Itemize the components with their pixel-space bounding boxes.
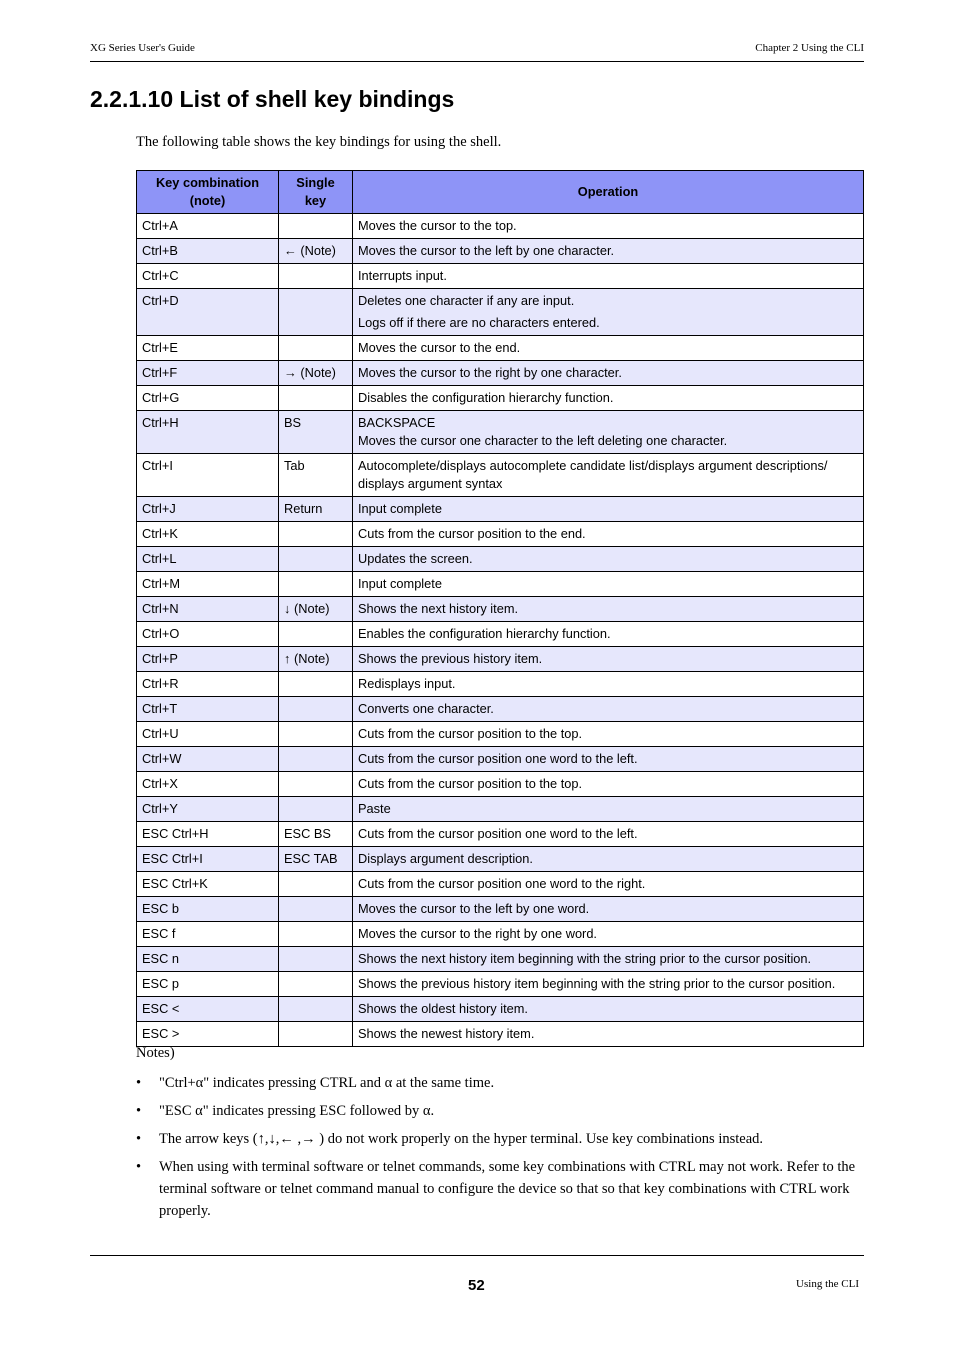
key-combination-cell: Ctrl+D xyxy=(137,289,279,336)
bullet-icon: • xyxy=(136,1131,142,1147)
operation-text: Interrupts input. xyxy=(358,268,447,283)
key-combination-cell: Ctrl+C xyxy=(137,264,279,289)
section-title: 2.2.1.10 List of shell key bindings xyxy=(90,86,455,112)
operation-cell xyxy=(353,386,864,411)
table-row xyxy=(137,597,864,622)
single-key-cell: Return xyxy=(279,497,353,522)
operation-cell xyxy=(353,336,864,361)
single-key-cell: ESC TAB xyxy=(279,847,353,872)
column-header-operation: Operation xyxy=(353,171,864,214)
operation-text: Moves the cursor to the left by one word. xyxy=(358,901,590,916)
single-key-cell: Tab xyxy=(279,454,353,497)
key-combination-cell: ESC b xyxy=(137,897,279,922)
table-row xyxy=(137,547,864,572)
operation-text: Moves the cursor to the right by one character. xyxy=(358,365,622,380)
operation-cell xyxy=(353,411,864,454)
table-row xyxy=(137,897,864,922)
operation-cell xyxy=(353,454,864,497)
page-header xyxy=(90,42,864,62)
single-key-cell xyxy=(279,972,353,997)
key-combination-cell: ESC > xyxy=(137,1022,279,1047)
operation-cell xyxy=(353,264,864,289)
operation-text: Shows the next history item. xyxy=(358,601,519,616)
operation-text: Shows the previous history item beginning with the string prior to the cursor position. xyxy=(358,976,836,991)
key-bindings-table xyxy=(136,170,864,1047)
key-combination-cell: ESC n xyxy=(137,947,279,972)
operation-cell xyxy=(353,647,864,672)
key-combination-cell: Ctrl+Y xyxy=(137,797,279,822)
single-key-cell xyxy=(279,672,353,697)
single-key-cell xyxy=(279,922,353,947)
operation-text: Autocomplete/displays autocomplete candidate list/displays argument descriptions/ displays argument syntax xyxy=(358,458,828,491)
single-key-cell: ↑ (Note) xyxy=(279,647,353,672)
operation-cell xyxy=(353,547,864,572)
table-row xyxy=(137,847,864,872)
table-body xyxy=(137,214,864,1047)
notes-title: Notes) xyxy=(136,1045,175,1061)
operation-text: Moves the cursor to the end. xyxy=(358,340,521,355)
operation-cell xyxy=(353,747,864,772)
column-header-key-combination-line1: Key combination xyxy=(155,175,260,190)
header-chapter: Chapter 2 Using the CLI xyxy=(755,42,864,54)
key-combination-cell: Ctrl+H xyxy=(137,411,279,454)
single-key-cell xyxy=(279,289,353,336)
operation-cell xyxy=(353,722,864,747)
table-row xyxy=(137,997,864,1022)
operation-text: Paste xyxy=(358,801,391,816)
intro-paragraph: The following table shows the key bindings for using the shell. xyxy=(136,134,502,150)
key-combination-cell: ESC Ctrl+I xyxy=(137,847,279,872)
operation-cell xyxy=(353,622,864,647)
table-row xyxy=(137,972,864,997)
note-item xyxy=(136,1072,864,1094)
single-key-cell xyxy=(279,872,353,897)
operation-text: Shows the newest history item. xyxy=(358,1026,535,1041)
single-key-cell: ↓ (Note) xyxy=(279,597,353,622)
operation-text: Displays argument description. xyxy=(358,851,533,866)
footer-divider xyxy=(90,1255,864,1256)
operation-text: Moves the cursor to the left by one character. xyxy=(358,243,615,258)
single-key-cell xyxy=(279,572,353,597)
operation-text: Cuts from the cursor position to the end. xyxy=(358,526,586,541)
operation-text-line2: Moves the cursor one character to the left deleting one character. xyxy=(358,433,728,448)
page-number: 52 xyxy=(468,1277,485,1294)
operation-cell xyxy=(353,1022,864,1047)
key-combination-cell: Ctrl+N xyxy=(137,597,279,622)
table-row xyxy=(137,697,864,722)
operation-cell xyxy=(353,897,864,922)
bullet-icon: • xyxy=(136,1103,142,1119)
operation-cell xyxy=(353,597,864,622)
table-row xyxy=(137,522,864,547)
bullet-icon: • xyxy=(136,1159,142,1175)
single-key-cell xyxy=(279,547,353,572)
operation-cell xyxy=(353,239,864,264)
note-item xyxy=(136,1156,864,1222)
note-item xyxy=(136,1128,864,1150)
operation-cell xyxy=(353,822,864,847)
table-row xyxy=(137,647,864,672)
table-row xyxy=(137,822,864,847)
key-combination-cell: Ctrl+E xyxy=(137,336,279,361)
operation-cell xyxy=(353,522,864,547)
key-combination-cell: Ctrl+L xyxy=(137,547,279,572)
single-key-cell xyxy=(279,947,353,972)
table-row xyxy=(137,722,864,747)
operation-cell xyxy=(353,972,864,997)
note-text: "ESC α" indicates pressing ESC followed by α. xyxy=(159,1103,435,1119)
single-key-cell xyxy=(279,897,353,922)
column-header-key-combination xyxy=(137,171,279,214)
operation-text: BACKSPACE xyxy=(358,415,436,430)
operation-text: Cuts from the cursor position one word to the left. xyxy=(358,751,638,766)
table-row xyxy=(137,289,864,336)
operation-text: Input complete xyxy=(358,576,442,591)
operation-text: Input complete xyxy=(358,501,442,516)
single-key-cell xyxy=(279,997,353,1022)
operation-cell xyxy=(353,697,864,722)
notes-list xyxy=(136,1072,864,1222)
key-combination-cell: Ctrl+J xyxy=(137,497,279,522)
operation-text: Shows the next history item beginning with the string prior to the cursor position. xyxy=(358,951,812,966)
key-combination-cell: Ctrl+B xyxy=(137,239,279,264)
footer-section-name: Using the CLI xyxy=(796,1278,859,1290)
operation-text: Cuts from the cursor position one word to the left. xyxy=(358,826,638,841)
operation-text: Redisplays input. xyxy=(358,676,456,691)
operation-cell xyxy=(353,214,864,239)
operation-text: Enables the configuration hierarchy function. xyxy=(358,626,611,641)
operation-text-line2: Logs off if there are no characters entered. xyxy=(358,315,600,330)
column-header-key-combination-line2: (note) xyxy=(189,193,226,208)
table-row xyxy=(137,1022,864,1047)
operation-cell xyxy=(353,847,864,872)
operation-text: Cuts from the cursor position to the top. xyxy=(358,726,583,741)
note-text: "Ctrl+α" indicates pressing CTRL and α at the same time. xyxy=(159,1075,495,1091)
operation-text: Deletes one character if any are input. xyxy=(358,293,575,308)
table-row xyxy=(137,454,864,497)
table-row xyxy=(137,497,864,522)
table-row xyxy=(137,672,864,697)
single-key-cell: ESC BS xyxy=(279,822,353,847)
single-key-cell xyxy=(279,722,353,747)
table-row xyxy=(137,872,864,897)
operation-text: Cuts from the cursor position one word to the right. xyxy=(358,876,646,891)
operation-cell xyxy=(353,497,864,522)
key-combination-cell: Ctrl+F xyxy=(137,361,279,386)
header-document-title: XG Series User's Guide xyxy=(90,42,195,54)
operation-cell xyxy=(353,797,864,822)
key-combination-cell: Ctrl+W xyxy=(137,747,279,772)
notes-section xyxy=(136,1045,864,1228)
key-combination-cell: ESC f xyxy=(137,922,279,947)
operation-cell xyxy=(353,997,864,1022)
table-row xyxy=(137,622,864,647)
operation-cell xyxy=(353,672,864,697)
table-row xyxy=(137,336,864,361)
table-row xyxy=(137,747,864,772)
operation-text: Updates the screen. xyxy=(358,551,473,566)
operation-cell xyxy=(353,922,864,947)
single-key-cell xyxy=(279,1022,353,1047)
operation-text: Converts one character. xyxy=(358,701,494,716)
key-combination-cell: Ctrl+R xyxy=(137,672,279,697)
operation-cell xyxy=(353,772,864,797)
operation-cell xyxy=(353,572,864,597)
table-header-row xyxy=(137,171,864,214)
key-combination-cell: Ctrl+T xyxy=(137,697,279,722)
table-row xyxy=(137,411,864,454)
note-text: When using with terminal software or telnet commands, some key combinations with CTRL may not work. Refer to the terminal software or telnet command manual to configure the device so that so that key combinations with CTRL work properly. xyxy=(159,1159,856,1219)
table-row xyxy=(137,386,864,411)
table-row xyxy=(137,361,864,386)
key-combination-cell: ESC p xyxy=(137,972,279,997)
bullet-icon: • xyxy=(136,1075,142,1091)
single-key-cell: ← (Note) xyxy=(279,239,353,264)
table-row xyxy=(137,572,864,597)
single-key-cell xyxy=(279,697,353,722)
key-combination-cell: Ctrl+U xyxy=(137,722,279,747)
operation-cell xyxy=(353,947,864,972)
operation-text: Cuts from the cursor position to the top. xyxy=(358,776,583,791)
key-combination-cell: Ctrl+G xyxy=(137,386,279,411)
single-key-cell xyxy=(279,264,353,289)
operation-text: Moves the cursor to the top. xyxy=(358,218,517,233)
key-combination-cell: ESC Ctrl+K xyxy=(137,872,279,897)
operation-text: Shows the oldest history item. xyxy=(358,1001,528,1016)
table-row xyxy=(137,947,864,972)
note-item xyxy=(136,1100,864,1122)
single-key-cell xyxy=(279,797,353,822)
single-key-cell xyxy=(279,386,353,411)
operation-text: Shows the previous history item. xyxy=(358,651,543,666)
key-combination-cell: Ctrl+X xyxy=(137,772,279,797)
note-text: The arrow keys (↑,↓,← ,→ ) do not work properly on the hyper terminal. Use key combinations instead. xyxy=(159,1131,764,1147)
table-row xyxy=(137,797,864,822)
key-combination-cell: Ctrl+O xyxy=(137,622,279,647)
single-key-cell xyxy=(279,747,353,772)
key-combination-cell: ESC < xyxy=(137,997,279,1022)
operation-text: Moves the cursor to the right by one word. xyxy=(358,926,597,941)
single-key-cell xyxy=(279,622,353,647)
key-combination-cell: Ctrl+P xyxy=(137,647,279,672)
key-combination-cell: Ctrl+A xyxy=(137,214,279,239)
single-key-cell xyxy=(279,772,353,797)
table-row xyxy=(137,214,864,239)
key-combination-cell: ESC Ctrl+H xyxy=(137,822,279,847)
operation-cell xyxy=(353,872,864,897)
table-row xyxy=(137,264,864,289)
single-key-cell xyxy=(279,336,353,361)
table-row xyxy=(137,239,864,264)
key-combination-cell: Ctrl+I xyxy=(137,454,279,497)
operation-cell xyxy=(353,361,864,386)
single-key-cell: BS xyxy=(279,411,353,454)
column-header-single-key-line1: Single xyxy=(296,175,335,190)
key-combination-cell: Ctrl+K xyxy=(137,522,279,547)
operation-text: Disables the configuration hierarchy function. xyxy=(358,390,614,405)
single-key-cell: → (Note) xyxy=(279,361,353,386)
single-key-cell xyxy=(279,522,353,547)
key-combination-cell: Ctrl+M xyxy=(137,572,279,597)
table-row xyxy=(137,922,864,947)
column-header-single-key-line2: key xyxy=(304,193,327,208)
column-header-single-key xyxy=(279,171,353,214)
operation-cell xyxy=(353,289,864,336)
table-row xyxy=(137,772,864,797)
single-key-cell xyxy=(279,214,353,239)
